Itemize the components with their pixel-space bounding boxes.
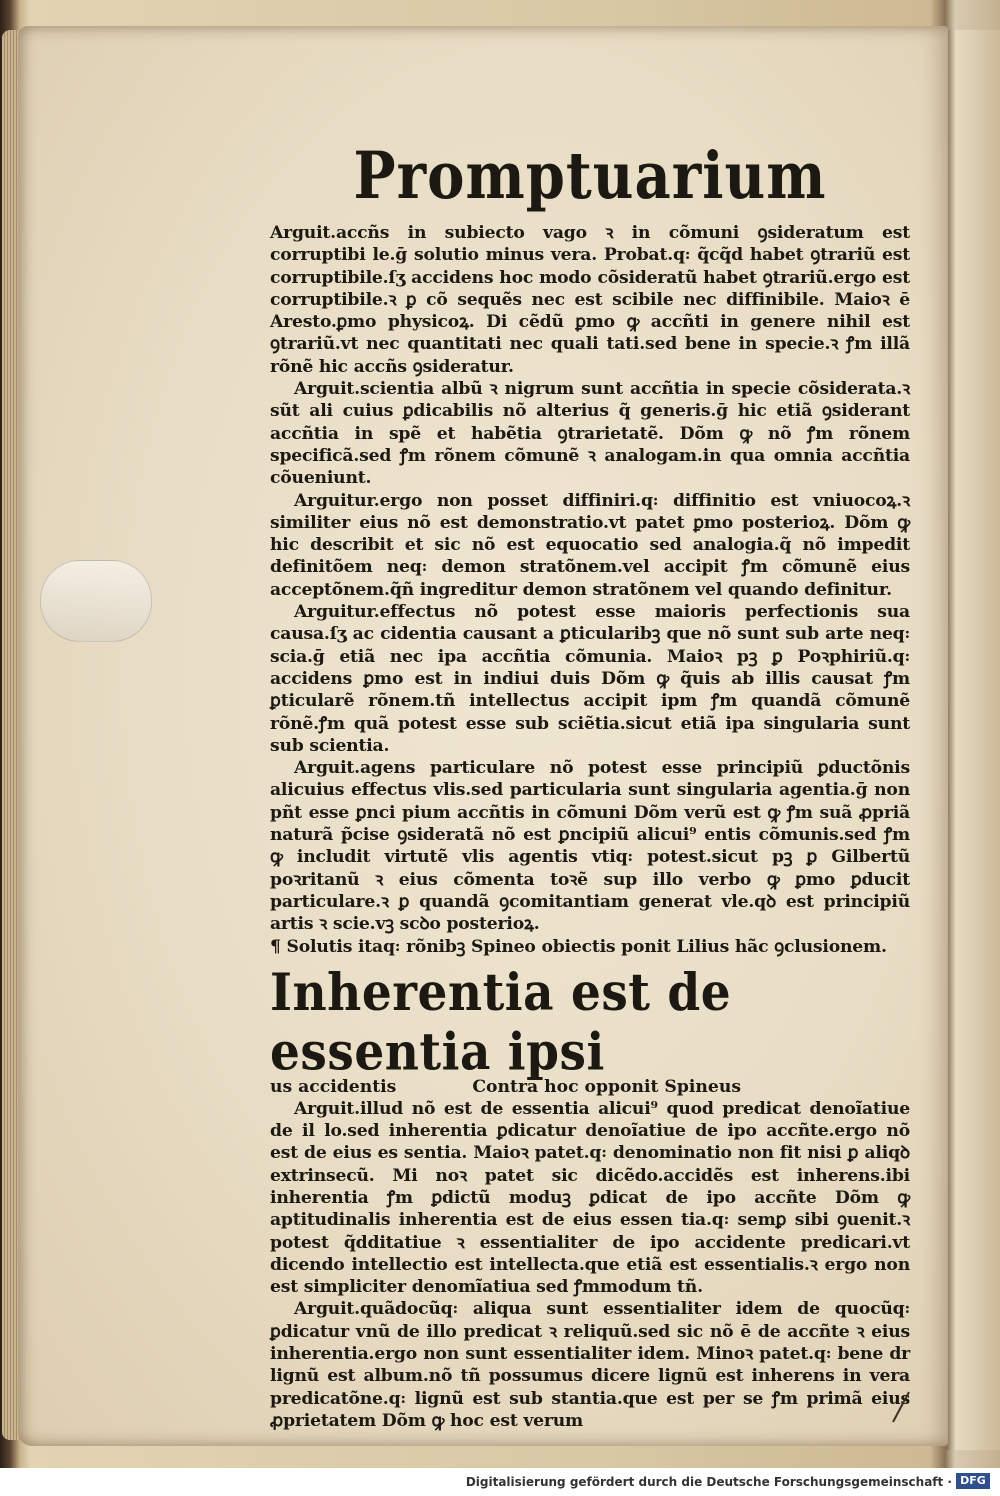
paragraph: Arguitur.ergo non posset diffiniri.q꞉ diffinitio est vniuocoꝝ.ꝛ similiter eius nõ est demonstratio.vt patet ꝑmo posterioꝝ. Dõm ꝙ hic describit et sic nõ est equocatio sed analogia.q̃ nõ impedit definitõem neq꞉ demon stratõnem.vel accipit ꝭm cõmunẽ eius acceptõnem.q̃ñ ingreditur demon stratõnem vel quando definitur. bbox=[270, 490, 910, 600]
running-title: Promptuarium bbox=[353, 138, 827, 214]
paragraph: Arguit.scientia albũ ꝛ nigrum sunt accñtia in specie cõsiderata.ꝛ sũt ali cuius ꝑdicabilis nõ alterius q̃ generis.ḡ hic etiã ꝯsiderant accñtia in spẽ et habẽtia ꝯtrarietatẽ. Dõm ꝙ nõ ꝭm rõnem specificã.sed ꝭm rõnem cõmunẽ ꝛ analogam.in qua omnia accñtia cõueniunt. bbox=[270, 379, 910, 489]
text-block bbox=[270, 140, 910, 1432]
book-clip bbox=[40, 560, 152, 642]
paragraph: Arguit.agens particulare nõ potest esse principiũ ꝑductõnis alicuius effectus vlis.sed particularia sunt singularia agentia.ḡ non pñt esse ꝑnci pium accñtis in cõmuni Dõm verũ est ꝙ ꝭm suã ꝓpriã naturã p̃cise ꝯsideratã nõ est ꝑncipiũ alicui⁹ entis cõmunis.sed ꝭm ꝙ includit virtutẽ vlis agentis vtiq꞉ potest.sicut pꝫ ꝑ Gilbertũ poꝛritanũ ꝛ eius cõmenta toꝛẽ sup illo verbo ꝙ ꝑmo ꝑducit particulare.ꝛ ꝑ quandã ꝯcomitantiam generat vle.qꝺ est principiũ artis ꝛ scie.vꝫ scꝺo posterioꝝ. bbox=[270, 758, 910, 935]
dfg-logo: DFG bbox=[956, 1473, 990, 1489]
thesis-heading: Inherentia est de essentia ipsi bbox=[270, 962, 732, 1083]
thesis-continuation-text: us accidentis bbox=[270, 1076, 397, 1097]
paragraph: Arguit.accñs in subiecto vago ꝛ in cõmuni ꝯsideratum est corruptibi le.ḡ solutio minus vera. Probat.q꞉ q̃cq̃d habet ꝯtrariũ est corruptibile.ſʒ accidens hoc modo cõsideratũ habet ꝯtrariũ.ergo est corruptibile.ꝛ ꝑ cõ sequẽs nec est scibile nec diffinibile. Maioꝛ ē Aresto.ꝑmo physicoꝝ. Di cẽdũ ꝑmo ꝙ accñti in genere nihil est ꝯtrariũ.vt nec quantitati nec quali tati.sed bene in specie.ꝛ ꝭm illã rõnẽ hic accñs ꝯsideratur. bbox=[270, 223, 910, 377]
paragraph: Arguit.quãdocũq꞉ aliqua sunt essentialiter idem de quocũq꞉ ꝑdicatur vnũ de illo predicat ꝛ reliquũ.sed sic nõ ē de accñte ꝛ eius inherentia.ergo non sunt essentialiter idem. Minoꝛ patet.q꞉ bene dr lignũ est album.nõ tñ possumus dicere lignũ est inherens in vera predicatõne.q꞉ lignũ est sub stantia.que est per se ꝭm primã eius ꝓprietatem Dõm ꝙ hoc est verum bbox=[270, 1299, 910, 1431]
footer-credit: Digitalisierung gefördert durch die Deutsche Forschungsgemeinschaft · bbox=[465, 1475, 952, 1489]
paragraph: Arguitur.effectus nõ potest esse maioris perfectionis sua causa.ſʒ ac cidentia causant a ꝑticularibꝫ que nõ sunt sub arte neq꞉ scia.ḡ etiã nec ipa accñtia cõmunia. Maioꝛ pꝫ ꝑ Poꝛphiriũ.q꞉ accidens ꝑmo est in indiui duis Dõm ꝙ q̃uis ab illis causat ꝭm ꝑticularẽ rõnem.tñ intellectus accipit ipm ꝭm quandã cõmunẽ rõnẽ.ꝭm quã potest esse sub sciẽtia.sicut etiã ipa singularia sunt sub scientia. bbox=[270, 602, 910, 756]
conclusion-line: ¶ Solutis itaq꞉ rõnibꝫ Spineo obiectis ponit Lilius hãc ꝯclusionem. bbox=[270, 936, 887, 957]
objection-line: Contra hoc opponit Spineus bbox=[472, 1076, 741, 1097]
paragraph: Arguit.illud nõ est de essentia alicui⁹ quod predicat denoĩatiue de il lo.sed inherentia ꝑdicatur denoĩatiue de ipo accñte.ergo nõ est de eius es sentia. Maioꝛ patet.q꞉ denominatio non fit nisi ꝑ aliqꝺ extrinsecũ. Mi noꝛ patet sic dicẽdo.accidẽs est inherens.ibi inherentia ꝭm ꝑdictũ moduꝫ ꝑdicat de ipo accñte Dõm ꝙ aptitudinalis inherentia est de eius essen tia.q꞉ semꝑ sibi ꝯuenit.ꝛ potest q̃dditatiue ꝛ essentialiter de ipo accidente predicari.vt dicendo intellectio est intellecta.que etiã est essentialis.ꝛ ergo non est simpliciter denomĩatiua sed ꝭmmodum tñ. bbox=[270, 1098, 910, 1298]
page-stack-right bbox=[946, 30, 1000, 1450]
digitization-footer bbox=[0, 1468, 1000, 1496]
